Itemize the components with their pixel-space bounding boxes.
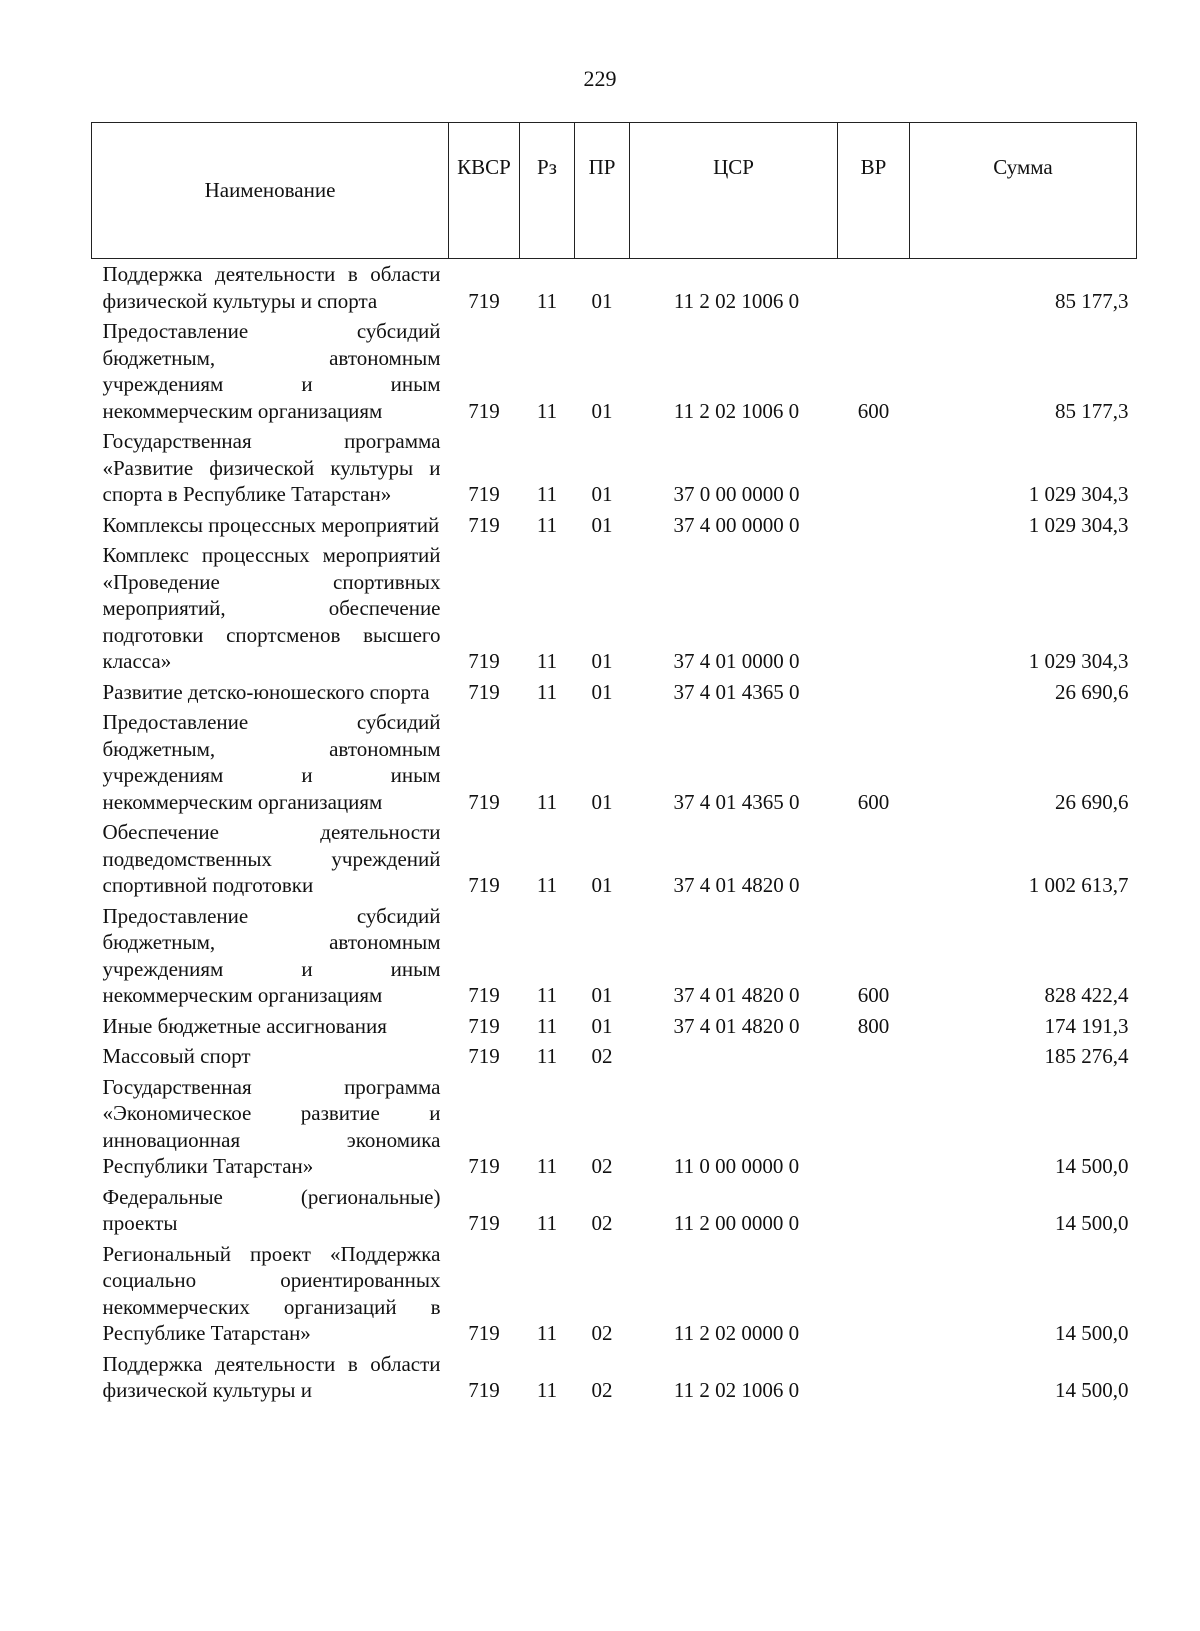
cell-kvsr: 719 — [468, 288, 500, 313]
cell-vr — [838, 1182, 910, 1239]
cell-sum: 14 500,0 — [1055, 1378, 1129, 1402]
table-row — [92, 901, 1137, 1011]
cell-pr: 01 — [591, 983, 613, 1007]
cell-pr: 01 — [591, 679, 613, 704]
header-pr: ПР — [575, 123, 630, 259]
cell-sum: 1 029 304,3 — [1028, 512, 1129, 537]
table-row — [92, 259, 1137, 317]
cell-kvsr: 719 — [468, 789, 500, 814]
cell-vr: 800 — [857, 1013, 890, 1038]
cell-rz: 11 — [536, 512, 558, 537]
cell-kvsr: 719 — [468, 1211, 500, 1235]
cell-csr: 37 4 00 0000 0 — [673, 512, 800, 537]
cell-csr: 37 4 01 4820 0 — [673, 873, 800, 897]
cell-name: Региональный проект «Поддержка социально ориентированных некоммерческих организаций в Республике Татарстан» — [102, 1241, 441, 1345]
table-row — [92, 510, 1137, 541]
cell-sum: 85 177,3 — [1055, 288, 1129, 313]
budget-table — [91, 122, 1137, 1406]
cell-sum: 14 500,0 — [1055, 1211, 1129, 1235]
cell-kvsr: 719 — [468, 1321, 500, 1345]
cell-csr: 37 0 00 0000 0 — [673, 482, 800, 506]
cell-name: Предоставление субсидий бюджетным, автономным учреждениям и иным некоммерческим организациям — [102, 903, 441, 1007]
cell-rz: 11 — [536, 1154, 558, 1178]
table-row — [92, 707, 1137, 817]
table-body — [92, 259, 1137, 1406]
cell-sum: 174 191,3 — [1044, 1013, 1129, 1038]
cell-name: Развитие детско-юношеского спорта — [102, 679, 430, 704]
cell-rz: 11 — [536, 1321, 558, 1345]
cell-pr: 01 — [591, 789, 613, 814]
cell-pr: 02 — [591, 1378, 613, 1402]
cell-vr — [838, 1041, 910, 1072]
table-row — [92, 1239, 1137, 1349]
cell-sum: 1 002 613,7 — [1028, 873, 1129, 897]
page-number: 229 — [583, 66, 617, 91]
cell-vr: 600 — [857, 983, 890, 1007]
cell-name: Комплексы процессных мероприятий — [102, 512, 440, 537]
cell-kvsr: 719 — [468, 1044, 500, 1068]
header-kvsr: КВСР — [449, 123, 520, 259]
cell-name: Поддержка деятельности в области физической культуры и спорта — [102, 262, 441, 313]
cell-name: Обеспечение деятельности подведомственных учреждений спортивной подготовки — [102, 820, 441, 897]
cell-vr: 600 — [857, 398, 890, 423]
cell-pr: 02 — [591, 1044, 613, 1068]
cell-sum: 26 690,6 — [1055, 789, 1129, 814]
cell-pr: 02 — [591, 1154, 613, 1178]
cell-vr — [838, 540, 910, 677]
table-row — [92, 677, 1137, 708]
header-name: Наименование — [92, 123, 449, 259]
header-vr: ВР — [838, 123, 910, 259]
table-row — [92, 1072, 1137, 1182]
cell-csr: 11 2 00 0000 0 — [673, 1211, 800, 1235]
cell-pr: 02 — [591, 1321, 613, 1345]
cell-pr: 01 — [591, 1013, 613, 1038]
header-rz: Рз — [520, 123, 575, 259]
cell-csr: 11 0 00 0000 0 — [673, 1154, 800, 1178]
cell-csr — [630, 1041, 838, 1072]
cell-csr: 11 2 02 1006 0 — [673, 1378, 800, 1402]
cell-name: Предоставление субсидий бюджетным, автономным учреждениям и иным некоммерческим организациям — [102, 710, 441, 814]
cell-kvsr: 719 — [468, 679, 500, 704]
cell-vr: 600 — [857, 789, 890, 814]
cell-rz: 11 — [536, 1378, 558, 1402]
table-row — [92, 426, 1137, 510]
cell-rz: 11 — [536, 1044, 558, 1068]
cell-name: Комплекс процессных мероприятий «Проведение спортивных мероприятий, обеспечение подготовки спортсменов высшего класса» — [102, 543, 441, 673]
table-row — [92, 817, 1137, 901]
cell-vr — [838, 259, 910, 317]
header-csr: ЦСР — [630, 123, 838, 259]
cell-rz: 11 — [536, 1211, 558, 1235]
cell-kvsr: 719 — [468, 398, 500, 423]
table-row — [92, 1182, 1137, 1239]
cell-pr: 01 — [591, 649, 613, 673]
table-row — [92, 540, 1137, 677]
cell-pr: 01 — [591, 482, 613, 506]
cell-vr — [838, 1239, 910, 1349]
table-row — [92, 1041, 1137, 1072]
cell-csr: 37 4 01 4365 0 — [673, 679, 800, 704]
cell-csr: 11 2 02 1006 0 — [673, 288, 800, 313]
cell-kvsr: 719 — [468, 1013, 500, 1038]
cell-rz: 11 — [536, 398, 558, 423]
cell-sum: 14 500,0 — [1055, 1321, 1129, 1345]
cell-rz: 11 — [536, 1013, 558, 1038]
cell-name: Иные бюджетные ассигнования — [102, 1013, 387, 1038]
cell-sum: 14 500,0 — [1055, 1154, 1129, 1178]
cell-rz: 11 — [536, 983, 558, 1007]
cell-name: Предоставление субсидий бюджетным, автономным учреждениям и иным некоммерческим организациям — [102, 319, 441, 423]
cell-name: Федеральные (региональные) проекты — [102, 1184, 441, 1235]
cell-sum: 828 422,4 — [1044, 983, 1129, 1007]
cell-vr — [838, 510, 910, 541]
cell-sum: 1 029 304,3 — [1028, 649, 1129, 673]
cell-vr — [838, 1072, 910, 1182]
cell-sum: 85 177,3 — [1055, 398, 1129, 423]
table-row — [92, 1349, 1137, 1406]
cell-rz: 11 — [536, 288, 558, 313]
header-sum: Сумма — [910, 123, 1137, 259]
cell-kvsr: 719 — [468, 983, 500, 1007]
cell-name: Поддержка деятельности в области физической культуры и — [102, 1351, 441, 1402]
cell-csr: 37 4 01 0000 0 — [673, 649, 800, 673]
table-row — [92, 316, 1137, 426]
cell-pr: 02 — [591, 1211, 613, 1235]
cell-kvsr: 719 — [468, 512, 500, 537]
cell-pr: 01 — [591, 288, 613, 313]
cell-csr: 11 2 02 0000 0 — [673, 1321, 800, 1345]
cell-rz: 11 — [536, 789, 558, 814]
cell-kvsr: 719 — [468, 482, 500, 506]
cell-sum: 26 690,6 — [1055, 679, 1129, 704]
cell-rz: 11 — [536, 873, 558, 897]
cell-kvsr: 719 — [468, 649, 500, 673]
cell-kvsr: 719 — [468, 873, 500, 897]
table-row — [92, 1011, 1137, 1042]
cell-rz: 11 — [536, 649, 558, 673]
cell-csr: 37 4 01 4820 0 — [673, 1013, 800, 1038]
cell-kvsr: 719 — [468, 1378, 500, 1402]
cell-pr: 01 — [591, 398, 613, 423]
cell-rz: 11 — [536, 482, 558, 506]
table-header-row — [92, 123, 1137, 259]
cell-rz: 11 — [536, 679, 558, 704]
cell-sum: 1 029 304,3 — [1028, 482, 1129, 506]
cell-name: Массовый спорт — [102, 1044, 251, 1068]
cell-name: Государственная программа «Экономическое развитие и инновационная экономика Республики Татарстан» — [102, 1074, 441, 1178]
cell-kvsr: 719 — [468, 1154, 500, 1178]
cell-csr: 37 4 01 4820 0 — [673, 983, 800, 1007]
cell-csr: 11 2 02 1006 0 — [673, 398, 800, 423]
cell-sum: 185 276,4 — [1044, 1044, 1129, 1068]
cell-vr — [838, 817, 910, 901]
cell-csr: 37 4 01 4365 0 — [673, 789, 800, 814]
cell-vr — [838, 426, 910, 510]
cell-vr — [838, 1349, 910, 1406]
cell-pr: 01 — [591, 512, 613, 537]
cell-pr: 01 — [591, 873, 613, 897]
cell-name: Государственная программа «Развитие физической культуры и спорта в Республике Татарстан» — [102, 429, 441, 506]
cell-vr — [838, 677, 910, 708]
